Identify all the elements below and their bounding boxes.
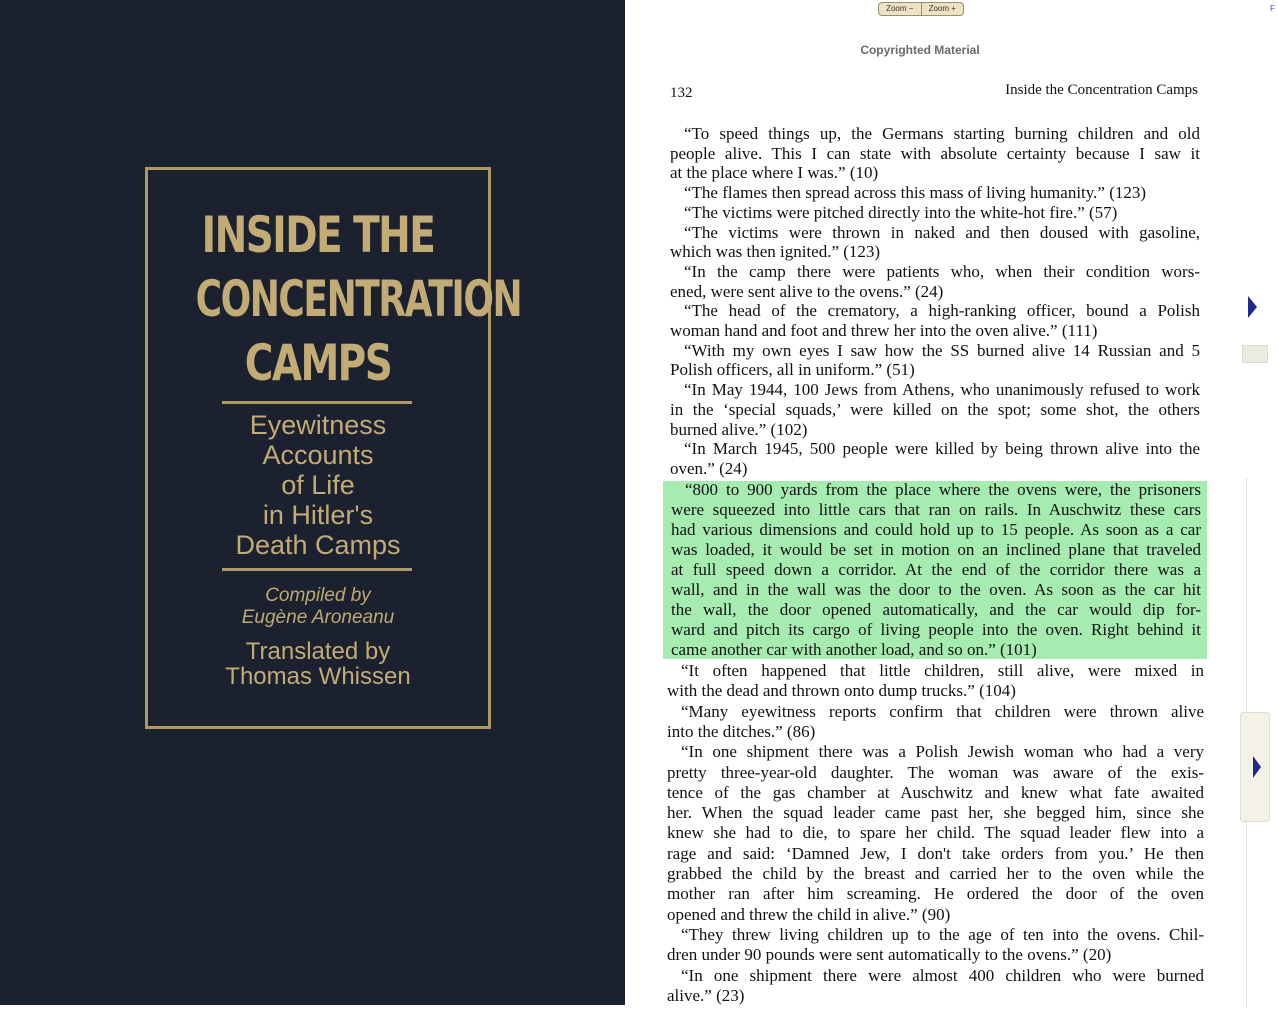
cover-title-line-1: INSIDE THE (201, 206, 435, 264)
text-line: “Many eyewitness reports confirm that children were thrown alive (681, 701, 1204, 721)
cover-translated-label: Translated by (245, 638, 391, 665)
running-head: Inside the Concentration Camps (1005, 82, 1198, 98)
text-line: “In the camp there were patients who, when their condition wors- (684, 261, 1200, 281)
text-line: “It often happened that little children, still alive, were mixed in (681, 661, 1204, 680)
text-line: were squeezed into little cars that ran on rails. In Auschwitz these cars (671, 500, 1201, 519)
cover-subtitle-line: Accounts (262, 440, 374, 470)
text-line: was loaded, it would be set in motion on an inclined plane that traveled (671, 540, 1201, 559)
text-line: with the dead and thrown onto dump trucks.” (104) (667, 681, 1016, 701)
cover-translator (148, 639, 488, 689)
text-line: pretty three-year-old daughter. The woman was aware of the exis- (667, 762, 1204, 782)
text-line: “The victims were thrown in naked and then doused with gasoline, (684, 222, 1200, 242)
text-line: came another car with another load, and so on.” (101) (671, 640, 1037, 659)
cover-frame (145, 167, 522, 729)
text-line: grabbed the child by the breast and carried her to the oven while the (667, 864, 1204, 883)
cover-subtitle-line: of Life (281, 470, 355, 500)
text-line: burned alive.” (102) (670, 419, 808, 439)
text-line: dren under 90 pounds were sent automatically to the ovens.” (20) (667, 945, 1112, 965)
text-line: “The flames then spread across this mass of living humanity.” (123) (684, 183, 1147, 203)
cover-divider (222, 401, 412, 404)
text-line: “800 to 900 yards from the place where the ovens were, the prisoners (685, 480, 1201, 499)
scroll-thumb[interactable] (1242, 345, 1268, 363)
text-line: people alive. This I can state with absolute certainty because I saw it (670, 143, 1200, 163)
text-line: ened, were sent alive to the ovens.” (24) (670, 281, 944, 301)
text-line: “The head of the crematory, a high-ranking officer, bound a Polish (684, 301, 1200, 321)
page-number: 132 (670, 85, 693, 101)
text-line: “In May 1944, 100 Jews from Athens, who unanimously refused to work (684, 380, 1200, 400)
cover-subtitle-line: Death Camps (235, 530, 401, 560)
text-line: tence of the gas chamber at Auschwitz and knew what fate awaited (667, 782, 1204, 802)
text-line: “To speed things up, the Germans starting burning children and old (684, 124, 1200, 143)
cover-subtitle (148, 410, 488, 560)
text-line: wall, and in the wall was the door to the oven. As soon as the car hit (671, 580, 1201, 599)
text-line: Polish officers, all in uniform.” (51) (670, 360, 915, 380)
text-line: “With my own eyes I saw how the SS burned alive 14 Russian and 5 (684, 340, 1200, 360)
text-line: woman hand and foot and threw her into the oven alive.” (111) (670, 321, 1098, 340)
cover-subtitle-line: Eyewitness (249, 410, 387, 440)
text-line: “They threw living children up to the age of ten into the ovens. Chil- (681, 924, 1204, 944)
text-line: rage and said: ‘Damned Jew, I don't take orders from you.’ He then (667, 843, 1204, 863)
text-line: “In one shipment there were almost 400 children who were burned (681, 965, 1204, 985)
cover-subtitle-line: in Hitler's (262, 500, 374, 530)
triangle-right-icon[interactable] (1253, 756, 1261, 778)
text-line: into the ditches.” (86) (667, 721, 816, 741)
book-cover (0, 0, 625, 1005)
zoom-in-button[interactable]: Zoom + (921, 3, 964, 15)
next-page-icon[interactable] (1248, 296, 1257, 318)
text-line: ward and pitch its cargo of living people into the oven. Right behind it (671, 620, 1201, 639)
text-line: at the place where I was.” (10) (670, 163, 879, 183)
text-line: at full speed down a corridor. At the end of the corridor there was a (671, 560, 1201, 579)
cover-compiler-name: Eugène Aroneanu (241, 607, 395, 628)
zoom-out-button[interactable]: Zoom − (886, 4, 914, 13)
text-line: which was then ignited.” (123) (670, 242, 881, 262)
text-line: her. When the squad leader came past her, she begged him, since she (667, 803, 1204, 823)
text-line: in the ‘special squads,’ were killed on the spot; some shot, the others (670, 399, 1200, 419)
text-line: the wall, the door opened automatically, and the car would dip for- (671, 600, 1201, 619)
cover-title-line-2: CONCENTRATION (195, 270, 522, 328)
zoom-control (878, 2, 964, 16)
corner-link[interactable]: F (1270, 4, 1275, 13)
text-line: alive.” (23) (667, 985, 745, 1005)
cover-compiled-label: Compiled by (265, 585, 371, 606)
text-line: opened and threw the child in alive.” (90) (667, 904, 951, 924)
cover-title-line-3: CAMPS (244, 334, 392, 392)
cover-compiler (148, 585, 488, 629)
text-line: “The victims were pitched directly into the white-hot fire.” (57) (684, 202, 1118, 222)
copyright-notice: Copyrighted Material (860, 43, 980, 57)
text-line: mother ran after him screaming. He ordered the door of the oven (667, 884, 1204, 904)
cover-divider (222, 568, 412, 571)
text-line: knew she had to die, to spare her child. The squad leader flew into a (667, 823, 1204, 843)
text-line: “In March 1945, 500 people were killed by being thrown alive into the (684, 439, 1200, 459)
cover-translator-name: Thomas Whissen (225, 663, 411, 690)
text-line: “In one shipment there was a Polish Jewish woman who had a very (681, 742, 1204, 762)
text-line: had various dimensions and could hold up to 15 people. As soon as a car (671, 520, 1201, 539)
text-line: oven.” (24) (670, 458, 748, 478)
